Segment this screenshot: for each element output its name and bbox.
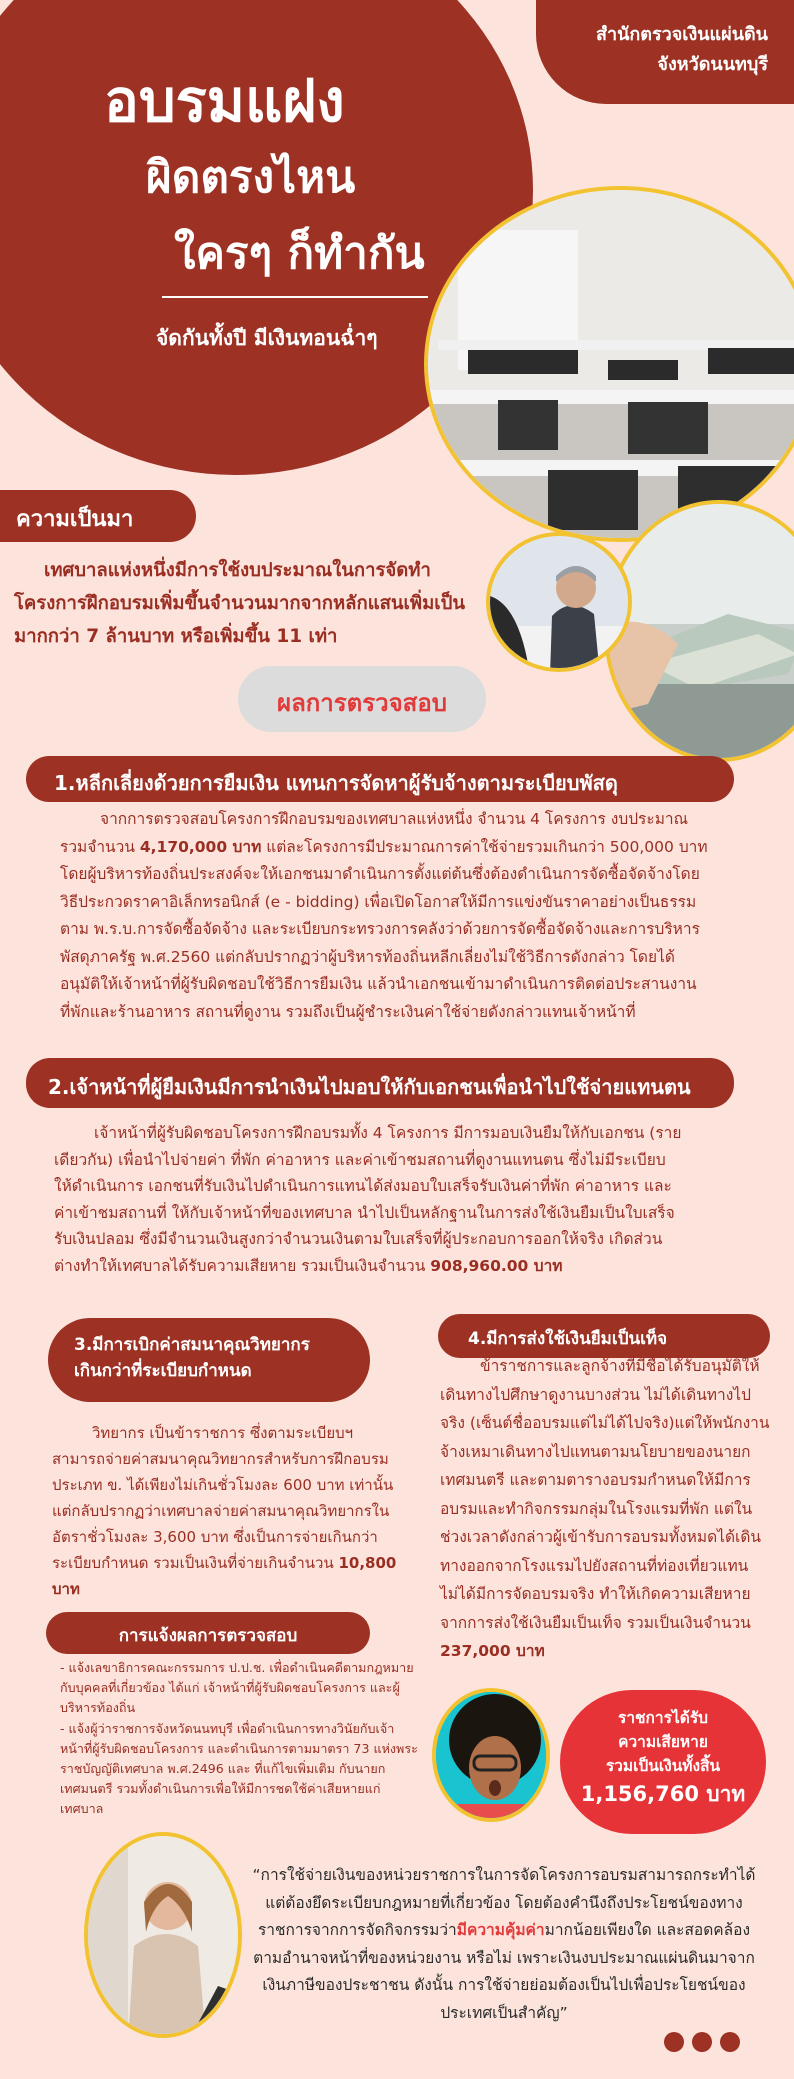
decor-dot-3 xyxy=(720,2032,740,2052)
finding-4-amount: 237,000 บาท xyxy=(440,1642,545,1660)
finding-1-text-b: แต่ละโครงการมีประมาณการค่าใช้จ่ายรวมเกินกว่า 500,000 บาท โดยผู้บริหารท้องถิ่นประสงค์จะให้เอกชนมาดำเนินการตั้งแต่ต้นซึ่งต้องดำเนินการจัดซื้อจัดจ้างโดยวิธีประกวดราคาอิเล็กทรอนิกส์ (e - bidding) เพื่อเปิดโอกาสให้มีการแข่งขันราคาอย่างเป็นธรรม ตาม พ.ร.บ.การจัดซื้อจัดจ้าง และระเบียบกระทรวงการคลังว่าด้วยการจัดซื้อจัดจ้างและการบริหารพัสดุภาครัฐ พ.ศ.2560 แต่กลับปรากฏว่าผู้บริหารท้องถิ่นหลีกเลี่ยงไม่ใช้วิธีการดังกล่าว โดยได้อนุมัติให้เจ้าหน้าที่ผู้รับผิดชอบใช้วิธีการยืมเงิน แล้วนำเอกชนเข้ามาดำเนินการติดต่อประสานงานที่พักและร้านอาหาร สถานที่ดูงาน รวมถึงเป็นผู้ชำระเงินค่าใช้จ่ายดังกล่าวแทนเจ้าหน้าที่ xyxy=(60,837,708,1021)
finding-2-heading: 2.เจ้าหน้าที่ผู้ยืมเงินมีการนำเงินไปมอบให้กับเอกชนเพื่อนำไปใช้จ่ายแทนตน xyxy=(26,1058,734,1108)
finding-2-text xyxy=(54,1120,682,1279)
history-label: ความเป็นมา xyxy=(0,490,196,542)
office-name: สำนักตรวจเงินแผ่นดิน xyxy=(595,24,768,45)
quote-highlight: มีความคุ้มค่า xyxy=(456,1921,545,1939)
quote-text-b: มากน้อยเพียงใด และสอดคล้องตามอำนาจหน้าที่ของหน่วยงาน หรือไม่ เพราะเงินงบประมาณแผ่นดินมาจากเงินภาษีของประชาชน ดังนั้น การใช้จ่ายย่อมต้องเป็นไปเพื่อประโยชน์ของประเทศเป็นสำคัญ” xyxy=(253,1921,755,2022)
classroom-photo-icon xyxy=(424,186,794,542)
subtitle: จัดกันทั้งปี มีเงินทอนฉ่ำๆ xyxy=(156,326,378,350)
finding-3-heading-line-2: เกินกว่าที่ระเบียบกำหนด xyxy=(74,1361,252,1381)
notice-item-1: - แจ้งเลขาธิการคณะกรรมการ ป.ป.ช. เพื่อดำเนินคดีตามกฎหมายกับบุคคลที่เกี่ยวข้อง ได้แก่ เจ้าหน้าที่ผู้รับผิดชอบโครงการ และผู้บริหารท้องถิ่น xyxy=(60,1660,414,1716)
loss-amount: 1,156,760 บาท xyxy=(580,1782,746,1806)
notice-heading: การแจ้งผลการตรวจสอบ xyxy=(46,1612,370,1654)
results-label: ผลการตรวจสอบ xyxy=(238,666,486,732)
loss-line-2: ความเสียหาย xyxy=(618,1733,708,1751)
finding-1-heading: 1.หลีกเลี่ยงด้วยการยืมเงิน แทนการจัดหาผู้รับจ้างตามระเบียบพัสดุ xyxy=(26,756,734,802)
notice-text xyxy=(60,1658,420,1820)
finding-4-heading: 4.มีการส่งใช้เงินยืมเป็นเท็จ xyxy=(438,1314,770,1358)
notice-item-2: - แจ้งผู้ว่าราชการจังหวัดนนทบุรี เพื่อดำเนินการทางวินัยกับเจ้าหน้าที่ผู้รับผิดชอบโครงการ และดำเนินการตามมาตรา 73 แห่งพระราชบัญญัติเทศบาล พ.ศ.2496 และ ที่แก้ไขเพิ่มเติม กับนายกเทศมนตรี รวมทั้งดำเนินการเพื่อให้มีการชดใช้ค่าเสียหายแก่เทศบาล xyxy=(60,1720,418,1817)
title-divider xyxy=(162,296,428,298)
main-title-line-2: ผิดตรงไหน xyxy=(146,152,356,203)
finding-3-amount: 10,800 บาท xyxy=(52,1554,397,1598)
office-banner xyxy=(536,0,794,104)
finding-3-text-body: วิทยากร เป็นข้าราชการ ซึ่งตามระเบียบฯ สามารถจ่ายค่าสมนาคุณวิทยากรสำหรับการฝึกอบรมประเภท ข. ได้เพียงไม่เกินชั่วโมงละ 600 บาท เท่านั้น แต่กลับปรากฏว่าเทศบาลจ่ายค่าสมนาคุณวิทยากรในอัตราชั่วโมงละ 3,600 บาท ซึ่งเป็นการจ่ายเกินกว่าระเบียบกำหนด รวมเป็นเงินที่จ่ายเกินจำนวน xyxy=(52,1424,394,1572)
shocked-person-photo-icon xyxy=(432,1688,550,1822)
main-title-line-1: อบรมแฝง xyxy=(104,67,345,135)
office-province: จังหวัดนนทบุรี xyxy=(657,54,768,75)
quote-text-a: “การใช้จ่ายเงินของหน่วยราชการในการจัดโครงการอบรมสามารถกระทำได้ แต่ต้องยึดระเบียบกฎหมายที่เกี่ยวข้อง โดยต้องคำนึงถึงประโยชน์ของทางราชการจากการจัดกิจกรรมว่า xyxy=(252,1866,756,1939)
businessman-photo-icon xyxy=(486,532,632,672)
speaker-woman-photo-icon xyxy=(84,1832,242,2038)
decor-dot-2 xyxy=(692,2032,712,2052)
finding-2-text-body: เจ้าหน้าที่ผู้รับผิดชอบโครงการฝึกอบรมทั้ง 4 โครงการ มีการมอบเงินยืมให้กับเอกชน (รายเดียวกัน) เพื่อนำไปจ่ายค่า ที่พัก ค่าอาหาร และค่าเข้าชมสถานที่ดูงานแทนตน ซึ่งไม่มีระเบียบให้ดำเนินการ เอกชนที่รับเงินไปดำเนินการแทนได้ส่งมอบใบเสร็จรับเงินค่าที่พัก ค่าอาหาร และค่าเข้าชมสถานที่ ให้กับเจ้าหน้าที่ของเทศบาล นำไปเป็นหลักฐานในการส่งใช้เงินยืมเป็นใบเสร็จรับเงินปลอม ซึ่งมีจำนวนเงินสูงกว่าจำนวนเงินตามใบเสร็จที่ผู้ประกอบการออกให้จริง เกิดส่วนต่างทำให้เทศบาลได้รับความเสียหาย รวมเป็นเงินจำนวน xyxy=(54,1124,682,1275)
finding-3-heading-line-1: 3.มีการเบิกค่าสมนาคุณวิทยากร xyxy=(74,1335,310,1355)
loss-line-1: ราชการได้รับ xyxy=(618,1709,708,1727)
finding-1-amount: 4,170,000 บาท xyxy=(139,837,262,856)
quote-text xyxy=(250,1862,758,2027)
history-text xyxy=(14,554,484,653)
main-title-line-3: ใครๆ ก็ทำกัน xyxy=(174,228,425,279)
loss-line-3: รวมเป็นเงินทั้งสิ้น xyxy=(605,1757,721,1775)
finding-1-text xyxy=(60,806,708,1026)
finding-3-text xyxy=(52,1420,408,1602)
finding-1-text-a: จากการตรวจสอบโครงการฝึกอบรมของเทศบาลแห่งหนึ่ง จำนวน 4 โครงการ งบประมาณรวมจำนวน xyxy=(60,810,689,856)
finding-3-heading xyxy=(48,1318,370,1402)
decor-dot-1 xyxy=(664,2032,684,2052)
finding-4-text xyxy=(440,1352,770,1666)
total-loss-badge xyxy=(560,1690,766,1834)
history-text-body: เทศบาลแห่งหนึ่งมีการใช้งบประมาณในการจัดทำโครงการฝึกอบรมเพิ่มขึ้นจำนวนมากจากหลักแสนเพิ่มเป็นมากกว่า 7 ล้านบาท หรือเพิ่มขึ้น 11 เท่า xyxy=(14,560,465,647)
finding-2-amount: 908,960.00 บาท xyxy=(430,1256,563,1275)
finding-4-text-body: ข้าราชการและลูกจ้างที่มีชื่อได้รับอนุมัติให้เดินทางไปศึกษาดูงานบางส่วน ไม่ได้เดินทางไปจริง (เซ็นต์ชื่ออบรมแต่ไม่ได้ไปจริง)แต่ให้พนักงานจ้างเหมาเดินทางไปแทนตามนโยบายของนายกเทศมนตรี และตามตารางอบรมกำหนดให้มีการอบรมและทำกิจกรรมกลุ่มในโรงแรมที่พัก แต่ในช่วงเวลาดังกล่าวผู้เข้ารับการอบรมทั้งหมดได้เดินทางออกจากโรงแรมไปยังสถานที่ท่องเที่ยวแทน ไม่ได้มีการจัดอบรมจริง ทำให้เกิดความเสียหายจากการส่งใช้เงินยืมเป็นเท็จ รวมเป็นเงินจำนวน xyxy=(440,1357,770,1632)
